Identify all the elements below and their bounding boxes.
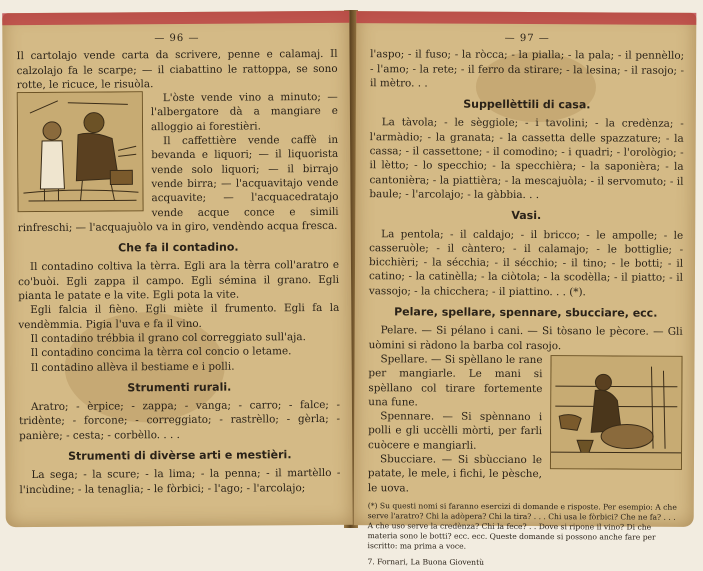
red-page-edge [2, 11, 349, 25]
intro-paragraph: l'aspo; - il fuso; - la ròcca; - la pialla; - la pala; - il pennèllo; - l'amo; - la rete; - il ferro da stirare; - la lesina; - il rasojo; - il mètro. . . [369, 48, 685, 90]
contadino-paragraph-1: Il contadino coltiva la tèrra. Egli ara la tèrra coll'aratro e co'buòi. Egli zappa il campo. Egli sémina il grano. Egli pianta le patate e la vite. Egli pota la vite. [18, 259, 340, 303]
suppellettili-paragraph: La tàvola; - le sèggiole; - i tavolini; - la credènza; - l'armàdio; - la granata; - la cassetta delle spazzature; - la cassa; - il cassettone; - il comodino; - i quadri; - l'orològio; - il lètto; - lo specchio; - la specchièra; - la saponièra; - la cantonièra; - la piattièra; - la mescajuòla; - il servomuto; - il baule; - l'arcolajo; - la gàbbia. . . [369, 116, 684, 202]
plucking-illustration [550, 355, 683, 470]
cobbler-engraving-icon [18, 92, 143, 211]
vasi-paragraph: La pentola; - il caldajo; - il bricco; - le ampolle; - le casseruòle; - il càntero; - il calamajo; - le bottiglie; - bicchièri; - la sécchia; - il sécchio; - il tino; - le botti; - il catino; - la catinèlla; - la ciòtola; - la scodèlla; - il piatto; - il vassojo; - la chicchera; - il piattino. . . (*). [368, 227, 684, 299]
contadino-paragraph-4: Il contadino concima la tèrra col concio o letame. [30, 345, 292, 360]
strumenti-arti-paragraph: La sega; - la scure; - la lima; - la penna; - il martèllo - l'incùdine; - la tenaglia; - le fòrbici; - l'ago; - l'arcolajo; [19, 467, 341, 496]
trades-paragraph-1: Il cartolajo vende carta da scrivere, penne e calamaj. Il calzolajo fa le scarpe; — il ciabattino le rattoppa, se sono rotte, le ricuce, le risuòla. [16, 48, 338, 92]
sbucciare-paragraph: Sbucciare. — Si sbùcciano le patate, le mele, i fichi, le pèsche, le uova. [367, 453, 543, 495]
heading-contadino: Che fa il contadino. [118, 240, 239, 255]
heading-strumenti-arti: Strumenti di divèrse arti e mestièri. [68, 448, 292, 463]
heading-pelare: Pelare, spellare, spennare, sbucciare, ecc. [394, 305, 658, 320]
right-page-content [367, 31, 685, 567]
spennare-paragraph: Spennare. — Si spènnano i polli e gli uccèlli mòrti, per farli cuòcere e mangiarli. [368, 410, 543, 452]
spellare-paragraph: Spellare. — Si spèllano le rane per mangiarle. Le mani si spèllano col tirare fortemente una fune. [368, 353, 543, 409]
heading-vasi: Vasi. [511, 209, 542, 223]
contadino-paragraph-3: Il contadino trébbia il grano col correggiato sull'aja. [30, 331, 306, 345]
right-page-number: — 97 — [504, 32, 550, 45]
page-footer: 7. Fornari, La Buona Gioventù [367, 557, 485, 567]
red-page-edge [356, 11, 696, 25]
right-page [354, 11, 697, 567]
left-page-number: — 96 — [154, 32, 200, 45]
trades-paragraph-3: Il caffettière vende caffè in bevanda e liquori; — il liquorista vende solo liquori; — il birrajo vende birra; — l'acquavitajo vende acquavite; — l'acquacedratajo vende acque conce e simili rinfreschi; — l'acquajuòlo va in giro, vendèndo acqua fresca. [17, 133, 339, 234]
trades-paragraph-2: L'òste vende vino a minuto; — l'albergatore dà a mangiare e alloggio ai forestièri. [150, 91, 338, 133]
pelare-paragraph: Pelare. — Si pélano i cani. — Si tòsano le pècore. — Gli uòmini si ràdono la barba col rasojo. [368, 324, 683, 352]
contadino-paragraph-2: Egli falcia il fièno. Egli miète il frumento. Egli fa la vendèmmia. Pigia l'uva e fa il vino. [18, 302, 340, 331]
butcher-engraving-icon [551, 356, 682, 469]
cobbler-illustration [17, 91, 144, 212]
heading-suppellettili: Suppellèttili di casa. [463, 97, 591, 112]
heading-strumenti-rurali: Strumenti rurali. [127, 380, 232, 395]
left-page [2, 11, 353, 527]
footnote: (*) Su questi nomi si faranno esercizi di domande e risposte. Per esempio: A che serve l'aratro? Chi la adòpera? Chi la tira? . . . Chi usa le fòrbici? Che ne fa? . . . A che uso serve la credènza? Chi la fece? . . Dove si ripone il vino? Di che materia sono le botti? ecc. ecc. Queste domande si possono anche fare per iscritto: ma prima a voce. [367, 501, 677, 551]
left-page-content [16, 31, 340, 521]
strumenti-rurali-paragraph: Aratro; - èrpice; - zappa; - vanga; - carro; - falce; - tridènte; - forcone; - correggiato; - rastrèllo; - gèrla; - panière; - cesta; - corbèllo. . . . [19, 398, 341, 442]
contadino-paragraph-5: Il contadino allèva il bestiame e i polli. [30, 360, 235, 374]
